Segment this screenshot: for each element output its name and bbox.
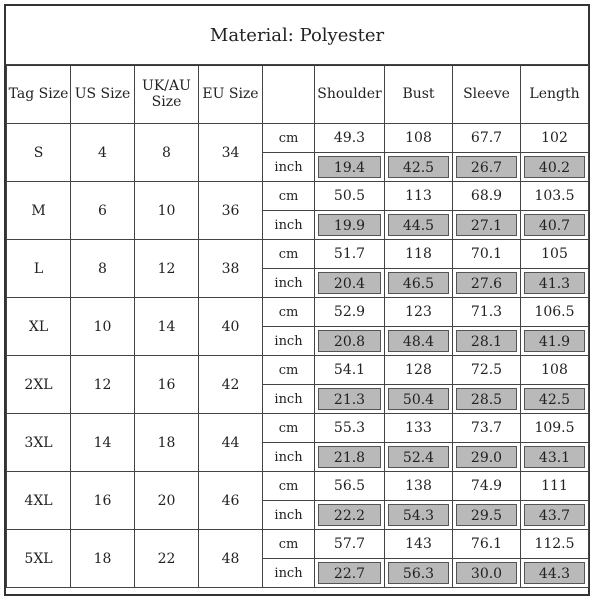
us-size-cell: 12: [71, 356, 135, 414]
header-unit: [263, 65, 315, 124]
header-uk-au-size: UK/AU Size: [135, 65, 199, 124]
sleeve-cm-cell: 67.7: [453, 124, 521, 153]
unit-cm-label: cm: [263, 356, 315, 385]
size-row-cm: [7, 124, 589, 153]
header-bust: Bust: [385, 65, 453, 124]
bust-inch-cell: [385, 443, 453, 472]
shoulder-inch-cell: [315, 269, 385, 298]
us-size-cell: 18: [71, 530, 135, 588]
header-eu-size: EU Size: [199, 65, 263, 124]
shoulder-inch-cell: [315, 211, 385, 240]
bust-inch-value: 54.3: [388, 504, 450, 526]
uk-size-cell: 16: [135, 356, 199, 414]
bust-inch-value: 52.4: [388, 446, 450, 468]
us-size-cell: 4: [71, 124, 135, 182]
unit-inch-label: inch: [263, 559, 315, 588]
uk-size-cell: 8: [135, 124, 199, 182]
length-inch-cell: [521, 153, 589, 182]
us-size-cell: 8: [71, 240, 135, 298]
unit-inch-label: inch: [263, 211, 315, 240]
length-inch-value: 41.9: [524, 330, 586, 352]
sleeve-cm-cell: 70.1: [453, 240, 521, 269]
length-cm-cell: 102: [521, 124, 589, 153]
header-shoulder: Shoulder: [315, 65, 385, 124]
bust-cm-cell: 108: [385, 124, 453, 153]
length-inch-cell: [521, 385, 589, 414]
header-sleeve: Sleeve: [453, 65, 521, 124]
size-row-cm: [7, 356, 589, 385]
eu-size-cell: 36: [199, 182, 263, 240]
bust-cm-cell: 133: [385, 414, 453, 443]
shoulder-cm-cell: 52.9: [315, 298, 385, 327]
eu-size-cell: 46: [199, 472, 263, 530]
shoulder-inch-value: 19.4: [318, 156, 381, 178]
bust-cm-cell: 123: [385, 298, 453, 327]
length-inch-value: 40.2: [524, 156, 586, 178]
header-row: [7, 65, 589, 124]
bust-cm-cell: 128: [385, 356, 453, 385]
length-cm-cell: 106.5: [521, 298, 589, 327]
sleeve-inch-cell: [453, 501, 521, 530]
length-inch-value: 43.1: [524, 446, 586, 468]
length-cm-cell: 108: [521, 356, 589, 385]
sleeve-inch-cell: [453, 385, 521, 414]
eu-size-cell: 40: [199, 298, 263, 356]
tag-size-cell: S: [7, 124, 71, 182]
sleeve-cm-cell: 68.9: [453, 182, 521, 211]
unit-cm-label: cm: [263, 472, 315, 501]
sleeve-inch-value: 30.0: [456, 562, 518, 584]
shoulder-cm-cell: 55.3: [315, 414, 385, 443]
chart-title: Material: Polyester: [6, 6, 588, 66]
length-inch-cell: [521, 559, 589, 588]
us-size-cell: 14: [71, 414, 135, 472]
tag-size-cell: 3XL: [7, 414, 71, 472]
uk-size-cell: 14: [135, 298, 199, 356]
uk-size-cell: 10: [135, 182, 199, 240]
eu-size-cell: 38: [199, 240, 263, 298]
shoulder-cm-cell: 57.7: [315, 530, 385, 559]
eu-size-cell: 44: [199, 414, 263, 472]
unit-inch-label: inch: [263, 327, 315, 356]
length-cm-cell: 112.5: [521, 530, 589, 559]
shoulder-inch-value: 22.2: [318, 504, 381, 526]
sleeve-inch-value: 27.1: [456, 214, 518, 236]
sleeve-inch-value: 29.5: [456, 504, 518, 526]
length-inch-cell: [521, 501, 589, 530]
eu-size-cell: 48: [199, 530, 263, 588]
sleeve-cm-cell: 72.5: [453, 356, 521, 385]
bust-cm-cell: 143: [385, 530, 453, 559]
tag-size-cell: M: [7, 182, 71, 240]
uk-size-cell: 12: [135, 240, 199, 298]
sleeve-cm-cell: 71.3: [453, 298, 521, 327]
bust-inch-cell: [385, 153, 453, 182]
uk-size-cell: 22: [135, 530, 199, 588]
unit-cm-label: cm: [263, 298, 315, 327]
us-size-cell: 16: [71, 472, 135, 530]
unit-inch-label: inch: [263, 443, 315, 472]
sleeve-inch-cell: [453, 559, 521, 588]
length-cm-cell: 105: [521, 240, 589, 269]
eu-size-cell: 42: [199, 356, 263, 414]
length-inch-cell: [521, 269, 589, 298]
shoulder-cm-cell: 51.7: [315, 240, 385, 269]
sleeve-inch-value: 26.7: [456, 156, 518, 178]
unit-cm-label: cm: [263, 124, 315, 153]
bust-inch-cell: [385, 327, 453, 356]
shoulder-inch-value: 20.4: [318, 272, 381, 294]
sleeve-inch-value: 29.0: [456, 446, 518, 468]
tag-size-cell: XL: [7, 298, 71, 356]
shoulder-cm-cell: 49.3: [315, 124, 385, 153]
header-us-size: US Size: [71, 65, 135, 124]
us-size-cell: 6: [71, 182, 135, 240]
bust-inch-cell: [385, 269, 453, 298]
bust-inch-value: 44.5: [388, 214, 450, 236]
length-cm-cell: 109.5: [521, 414, 589, 443]
sleeve-cm-cell: 74.9: [453, 472, 521, 501]
bust-inch-cell: [385, 559, 453, 588]
sleeve-cm-cell: 76.1: [453, 530, 521, 559]
bust-cm-cell: 118: [385, 240, 453, 269]
tag-size-cell: L: [7, 240, 71, 298]
bust-cm-cell: 138: [385, 472, 453, 501]
shoulder-inch-value: 19.9: [318, 214, 381, 236]
bust-cm-cell: 113: [385, 182, 453, 211]
header-tag-size: Tag Size: [7, 65, 71, 124]
sleeve-inch-value: 28.1: [456, 330, 518, 352]
shoulder-cm-cell: 56.5: [315, 472, 385, 501]
shoulder-inch-value: 22.7: [318, 562, 381, 584]
size-table: [6, 64, 589, 588]
sleeve-inch-value: 27.6: [456, 272, 518, 294]
bust-inch-cell: [385, 385, 453, 414]
shoulder-cm-cell: 54.1: [315, 356, 385, 385]
unit-inch-label: inch: [263, 153, 315, 182]
length-inch-cell: [521, 443, 589, 472]
bust-inch-cell: [385, 501, 453, 530]
bust-inch-value: 56.3: [388, 562, 450, 584]
length-inch-value: 43.7: [524, 504, 586, 526]
length-inch-value: 44.3: [524, 562, 586, 584]
shoulder-inch-value: 20.8: [318, 330, 381, 352]
size-row-cm: [7, 414, 589, 443]
unit-cm-label: cm: [263, 240, 315, 269]
sleeve-cm-cell: 73.7: [453, 414, 521, 443]
size-row-cm: [7, 240, 589, 269]
shoulder-inch-cell: [315, 443, 385, 472]
sleeve-inch-cell: [453, 153, 521, 182]
unit-cm-label: cm: [263, 530, 315, 559]
size-row-cm: [7, 182, 589, 211]
unit-inch-label: inch: [263, 501, 315, 530]
sleeve-inch-cell: [453, 443, 521, 472]
length-inch-value: 40.7: [524, 214, 586, 236]
bust-inch-cell: [385, 211, 453, 240]
length-inch-cell: [521, 211, 589, 240]
sleeve-inch-value: 28.5: [456, 388, 518, 410]
bust-inch-value: 46.5: [388, 272, 450, 294]
tag-size-cell: 2XL: [7, 356, 71, 414]
bust-inch-value: 48.4: [388, 330, 450, 352]
size-chart: [4, 4, 590, 596]
sleeve-inch-cell: [453, 211, 521, 240]
uk-size-cell: 20: [135, 472, 199, 530]
sleeve-inch-cell: [453, 327, 521, 356]
uk-size-cell: 18: [135, 414, 199, 472]
bust-inch-value: 42.5: [388, 156, 450, 178]
shoulder-inch-cell: [315, 559, 385, 588]
length-inch-value: 41.3: [524, 272, 586, 294]
bust-inch-value: 50.4: [388, 388, 450, 410]
unit-inch-label: inch: [263, 269, 315, 298]
header-length: Length: [521, 65, 589, 124]
us-size-cell: 10: [71, 298, 135, 356]
shoulder-inch-cell: [315, 501, 385, 530]
size-row-cm: [7, 472, 589, 501]
length-inch-value: 42.5: [524, 388, 586, 410]
size-row-cm: [7, 530, 589, 559]
size-row-cm: [7, 298, 589, 327]
length-cm-cell: 103.5: [521, 182, 589, 211]
shoulder-inch-cell: [315, 327, 385, 356]
shoulder-inch-value: 21.8: [318, 446, 381, 468]
unit-cm-label: cm: [263, 414, 315, 443]
length-cm-cell: 111: [521, 472, 589, 501]
unit-inch-label: inch: [263, 385, 315, 414]
unit-cm-label: cm: [263, 182, 315, 211]
tag-size-cell: 5XL: [7, 530, 71, 588]
length-inch-cell: [521, 327, 589, 356]
sleeve-inch-cell: [453, 269, 521, 298]
shoulder-inch-cell: [315, 385, 385, 414]
shoulder-inch-value: 21.3: [318, 388, 381, 410]
shoulder-cm-cell: 50.5: [315, 182, 385, 211]
tag-size-cell: 4XL: [7, 472, 71, 530]
eu-size-cell: 34: [199, 124, 263, 182]
shoulder-inch-cell: [315, 153, 385, 182]
